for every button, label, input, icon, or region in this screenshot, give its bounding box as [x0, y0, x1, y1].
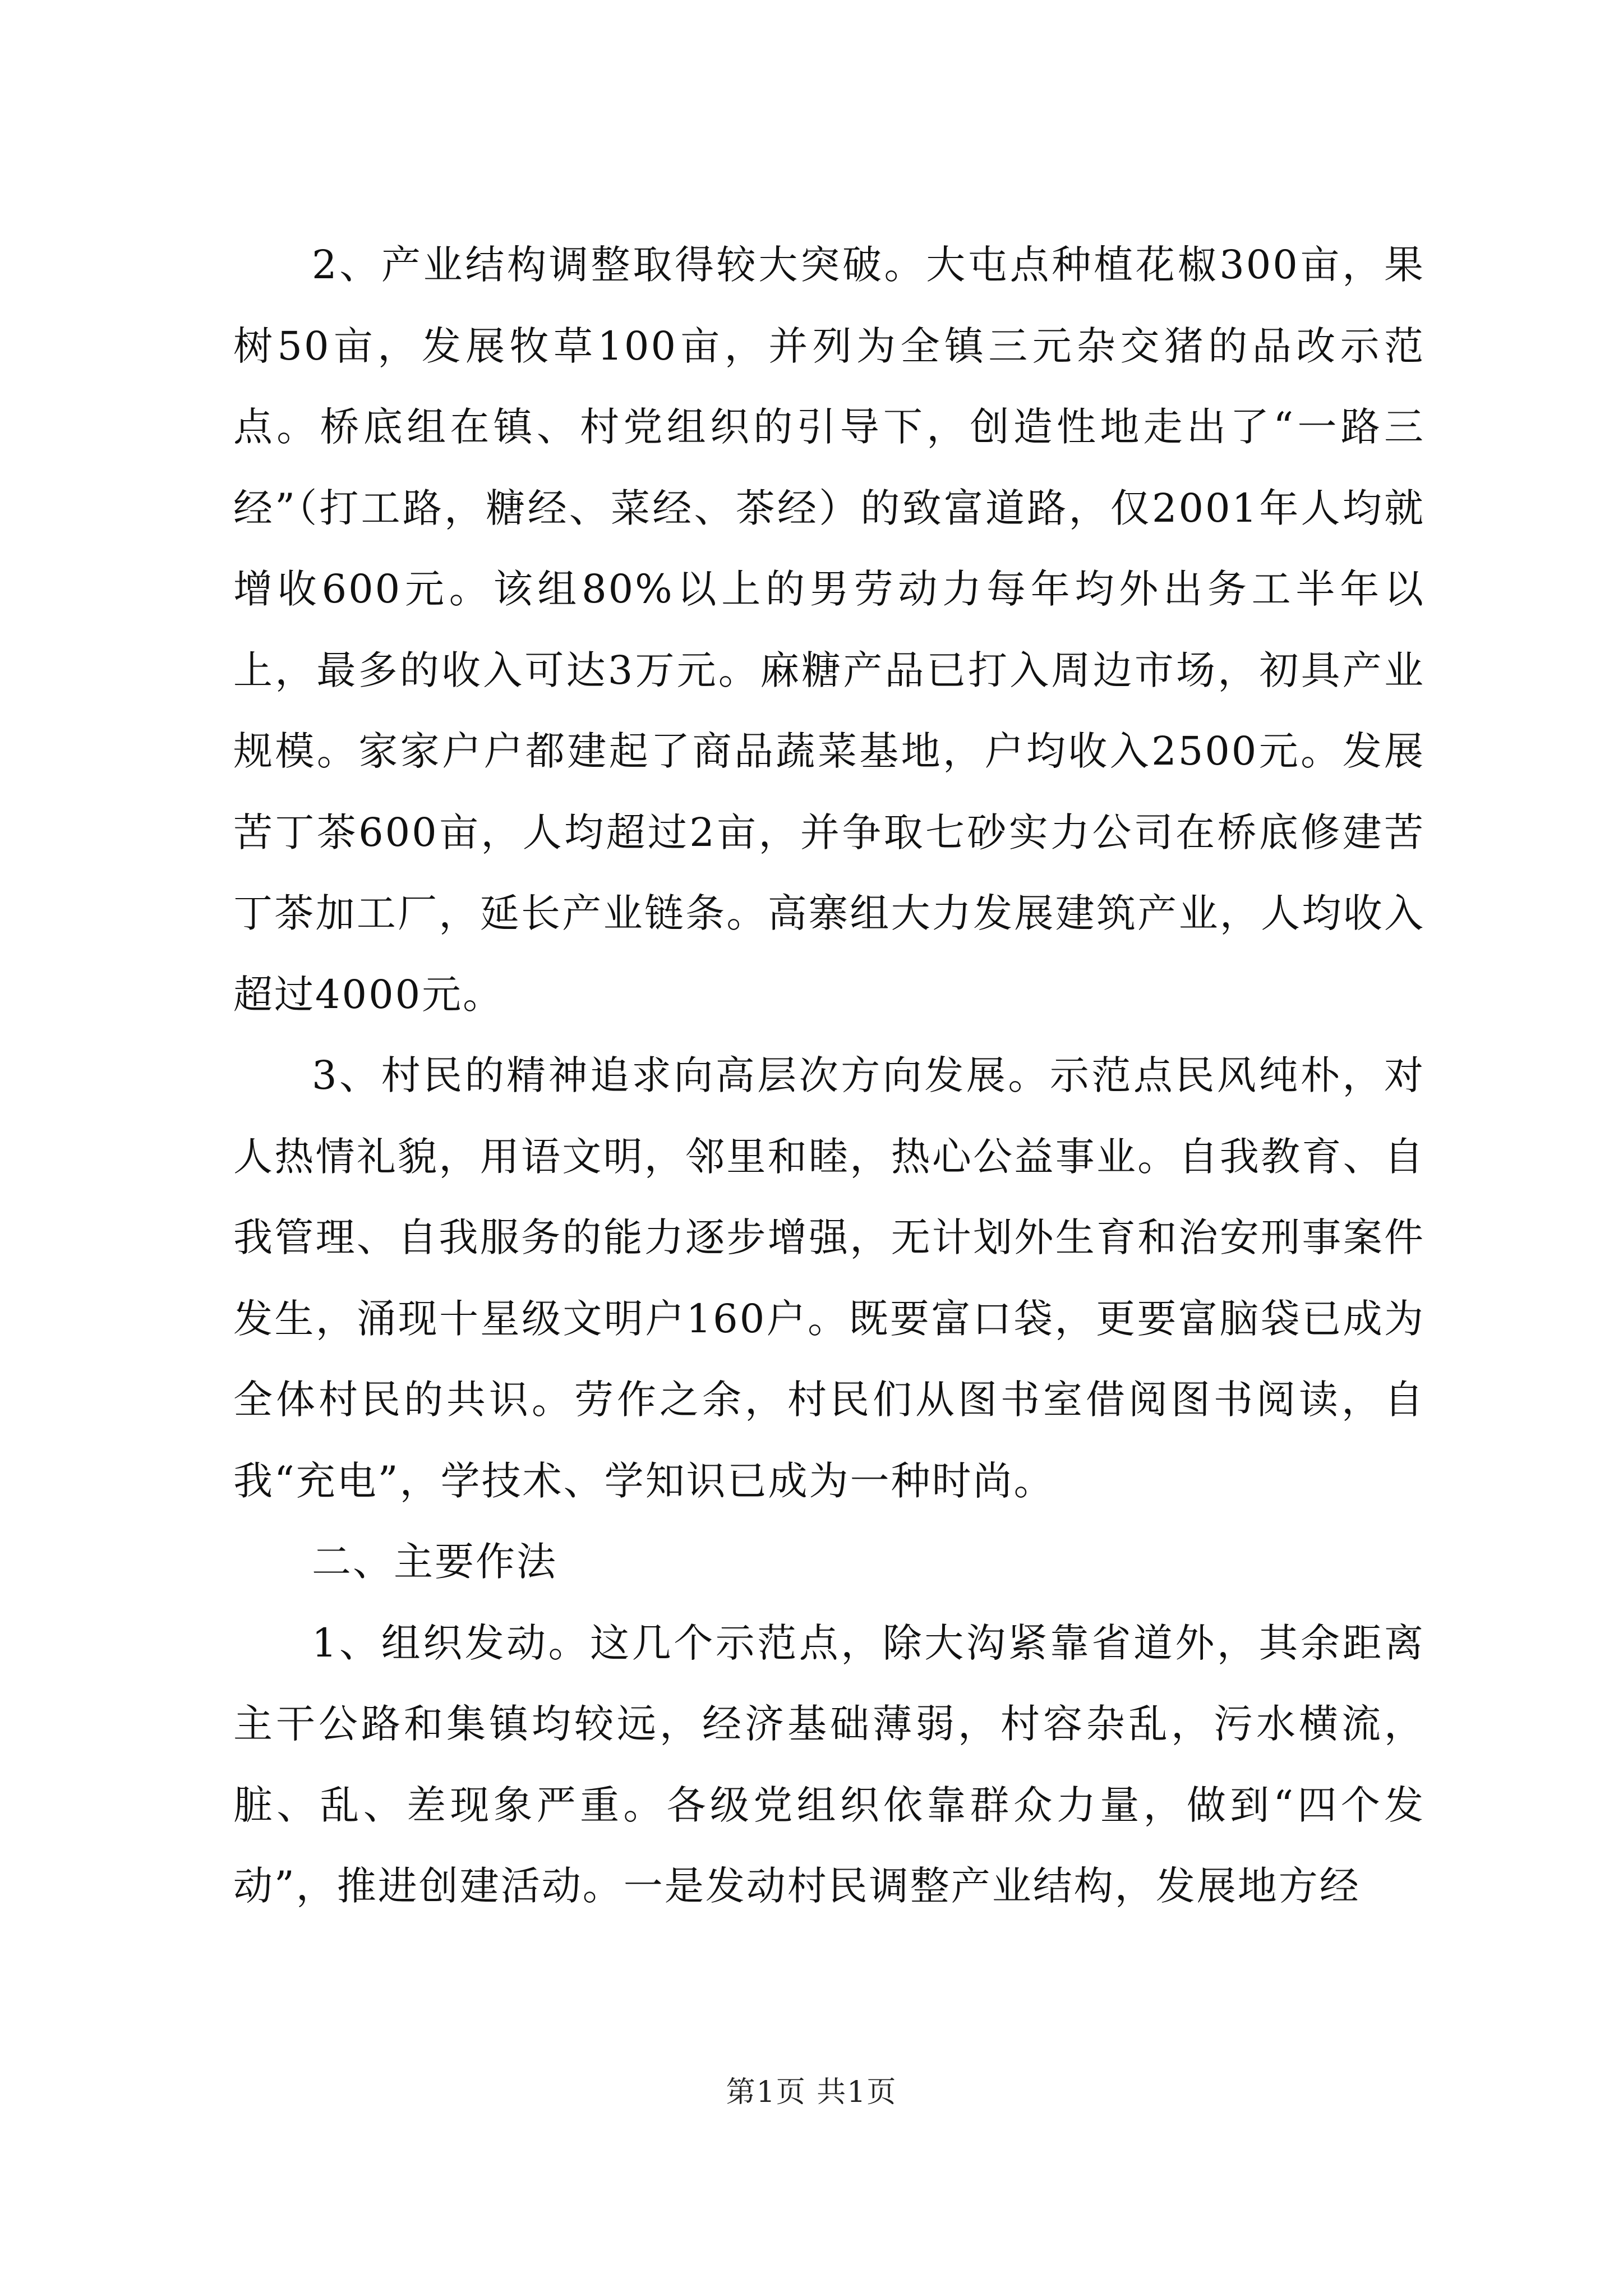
paragraph-spiritual-pursuit: 3、村民的精神追求向高层次方向发展。示范点民风纯朴，对人热情礼貌，用语文明，邻里和睦，热心公益事业。自我教育、自我管理、自我服务的能力逐步增强，无计划外生育和治安刑事案件发生，涌现十星级文明户160户。既要富口袋，更要富脑袋已成为全体村民的共识。劳作之余，村民们从图书室借阅图书阅读，自我“充电”，学技术、学知识已成为一种时尚。 [233, 1052, 1425, 1504]
page-footer: 第1页 共1页 [726, 2076, 897, 2109]
section-heading-main-practices: 二、主要作法 [312, 1539, 557, 1585]
document-body [233, 224, 1425, 1927]
paragraph-industry-structure: 2、产业结构调整取得较大突破。大屯点种植花椒300亩，果树50亩，发展牧草100亩，并列为全镇三元杂交猪的品改示范点。桥底组在镇、村党组织的引导下，创造性地走出了“一路三经”（打工路，糖经、菜经、茶经）的致富道路，仅2001年人均就增收600元。该组80%以上的男劳动力每年均外出务工半年以上，最多的收入可达3万元。麻糖产品已打入周边市场，初具产业规模。家家户户都建起了商品蔬菜基地，户均收入2500元。发展苦丁茶600亩，人均超过2亩，并争取七砂实力公司在桥底修建苦丁茶加工厂，延长产业链条。高寨组大力发展建筑产业，人均收入超过4000元。 [233, 242, 1425, 1018]
paragraph-organize-mobilize: 1、组织发动。这几个示范点，除大沟紧靠省道外，其余距离主干公路和集镇均较远，经济基础薄弱，村容杂乱，污水横流，脏、乱、差现象严重。各级党组织依靠群众力量，做到“四个发动”，推进创建活动。一是发动村民调整产业结构，发展地方经 [233, 1619, 1425, 1909]
